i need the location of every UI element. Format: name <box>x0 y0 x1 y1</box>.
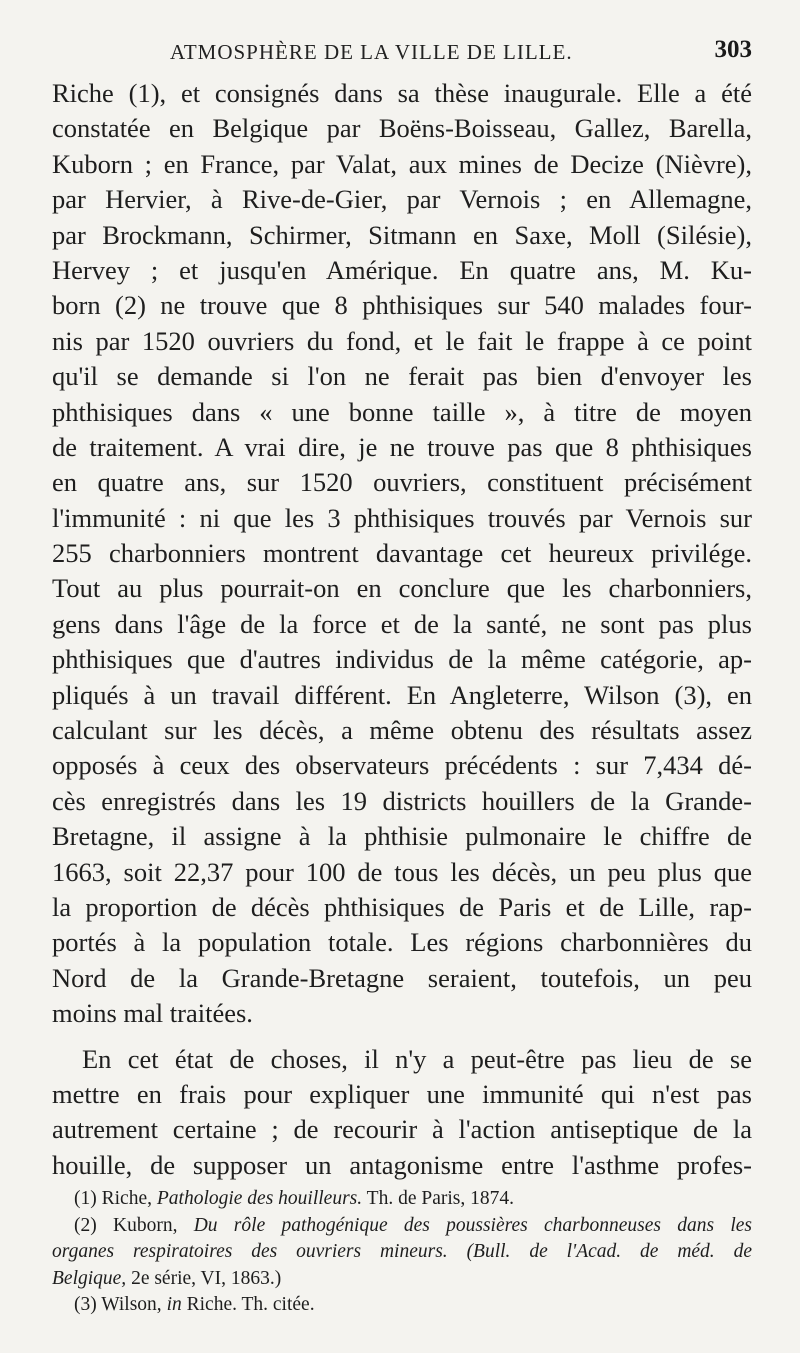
text-line: Riche (1), et consignés dans sa thèse inaugurale. Elle a été <box>52 78 752 108</box>
body-text <box>52 76 752 1183</box>
text-line: cès enregistrés dans les 19 districts houillers de la Grande- <box>52 785 752 816</box>
footnote-source: Riche. Th. citée. <box>186 1294 315 1315</box>
text-line: autrement certaine ; de recourir à l'action antiseptique de la <box>52 1114 752 1145</box>
paragraph-gap <box>52 1032 752 1042</box>
text-line: Kuborn ; en France, par Valat, aux mines de Decize (Nièvre), <box>52 148 752 179</box>
text-line: phthisiques que d'autres individus de la même catégorie, ap- <box>52 644 752 675</box>
running-title: ATMOSPHÈRE DE LA VILLE DE LILLE. <box>170 40 573 64</box>
text-line: l'immunité : ni que les 3 phthisiques trouvés par Vernois sur <box>52 502 752 533</box>
page-header <box>52 36 752 70</box>
footnote-mark: (2) Kuborn, <box>74 1214 178 1236</box>
footnote-title: Pathologie des houilleurs. <box>156 1188 363 1209</box>
text-line: gens dans l'âge de la force et de la santé, ne sont pas plus <box>52 608 752 639</box>
text-line: nis par 1520 ouvriers du fond, et le fait le frappe à ce point <box>52 325 752 356</box>
text-line: Tout au plus pourrait-on en conclure que les charbonniers, <box>52 573 752 604</box>
text-line: par Hervier, à Rive-de-Gier, par Vernois ; en Allemagne, <box>52 184 752 215</box>
text-line: qu'il se demande si l'on ne ferait pas bien d'envoyer les <box>52 361 752 392</box>
text-line: 1663, soit 22,37 pour 100 de tous les décès, un peu plus que <box>52 856 752 887</box>
footnote-2-line-3 <box>52 1266 752 1293</box>
footnote-source: Belgique, <box>52 1267 127 1289</box>
text-line: houille, de supposer un antagonisme entre l'asthme profes- <box>52 1149 752 1180</box>
text-line: mettre en frais pour expliquer une immunité qui n'est pas <box>52 1078 752 1109</box>
text-line: constatée en Belgique par Boëns-Boisseau, Gallez, Barella, <box>52 113 752 144</box>
text-line: pliqués à un travail différent. En Angleterre, Wilson (3), en <box>52 679 752 710</box>
text-line: opposés à ceux des observateurs précédents : sur 7,434 dé- <box>52 750 752 781</box>
text-line: En cet état de choses, il n'y a peut-être pas lieu de se <box>82 1043 752 1074</box>
text-line: Bretagne, il assigne à la phthisie pulmonaire le chiffre de <box>52 821 752 852</box>
text-line: Nord de la Grande-Bretagne seraient, toutefois, un peu <box>52 962 752 993</box>
footnote-1 <box>52 1186 752 1213</box>
text-line: de traitement. A vrai dire, je ne trouve pas que 8 phthisiques <box>52 431 752 462</box>
text-line: phthisiques dans « une bonne taille », à titre de moyen <box>52 396 752 427</box>
text-line: portés à la population totale. Les régions charbonnières du <box>52 927 752 958</box>
footnote-source: Th. de Paris, 1874. <box>366 1188 514 1209</box>
text-line: born (2) ne trouve que 8 phthisiques sur 540 malades four- <box>52 290 752 321</box>
text-line: calculant sur les décès, a même obtenu des résultats assez <box>52 715 752 746</box>
footnote-3 <box>52 1292 752 1319</box>
text-line: Hervey ; et jusqu'en Amérique. En quatre ans, M. Ku- <box>52 254 752 285</box>
footnotes <box>52 1186 752 1319</box>
footnote-title: Du rôle pathogénique des poussières charbonneuses dans les <box>193 1214 752 1236</box>
footnote-2-line-1 <box>52 1213 752 1240</box>
footnote-title: organes respiratoires des ouvriers mineurs. <box>52 1241 448 1262</box>
footnote-mark: (3) Wilson, <box>74 1294 162 1315</box>
text-line: moins mal traitées. <box>52 998 253 1029</box>
text-line: par Brockmann, Schirmer, Sitmann en Saxe, Moll (Silésie), <box>52 219 752 250</box>
footnote-in: in <box>166 1294 182 1315</box>
page-number: 303 <box>714 36 752 63</box>
text-line: la proportion de décès phthisiques de Paris et de Lille, rap- <box>52 891 752 922</box>
footnote-mark: (1) Riche, <box>74 1188 152 1209</box>
footnote-source: (Bull. de l'Acad. de méd. de <box>466 1241 752 1262</box>
footnote-source: 2e série, VI, 1863.) <box>131 1267 282 1289</box>
footnote-2-line-2 <box>52 1239 752 1266</box>
text-line: 255 charbonniers montrent davantage cet heureux privilége. <box>52 538 752 569</box>
text-line: en quatre ans, sur 1520 ouvriers, constituent précisément <box>52 467 752 498</box>
